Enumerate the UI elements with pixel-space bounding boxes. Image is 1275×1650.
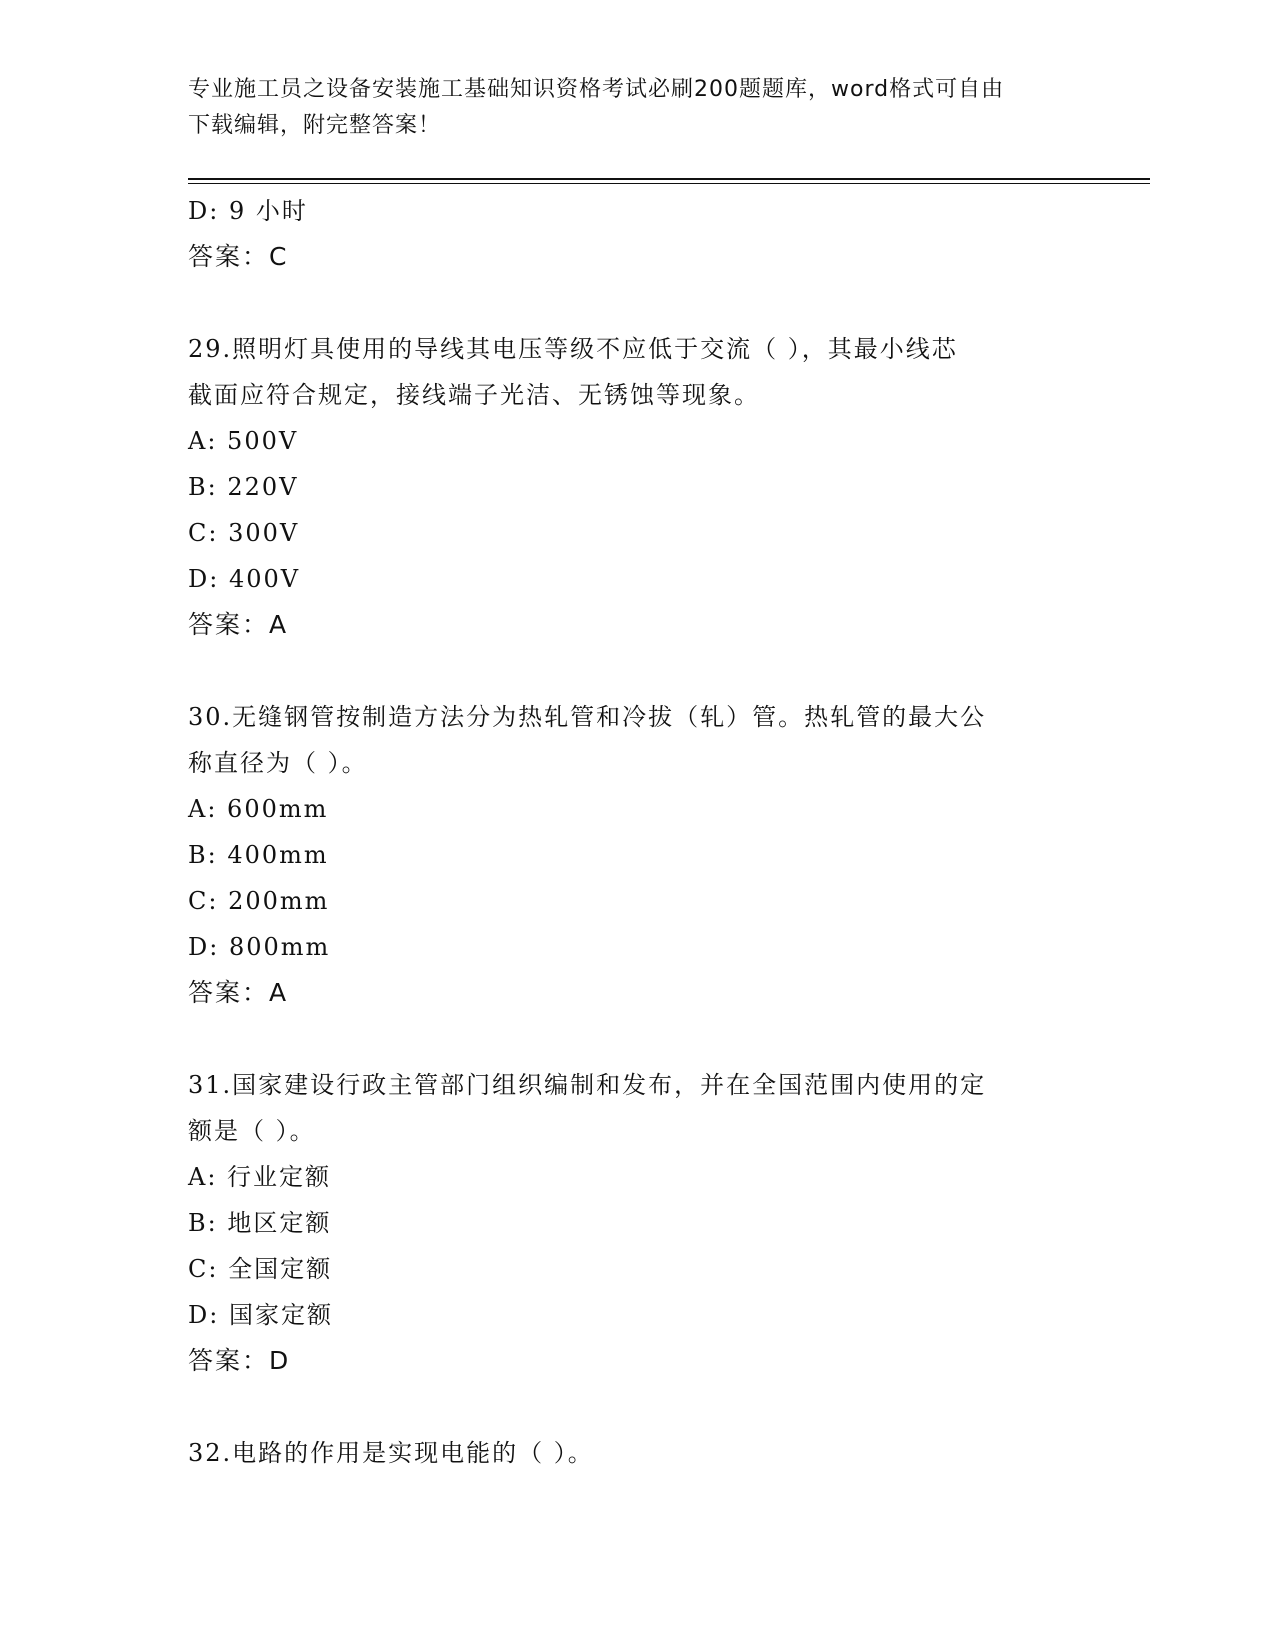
question-32	[188, 1430, 1088, 1476]
answer: 答案：A	[188, 610, 289, 639]
option-d: D: 800mm	[188, 933, 331, 961]
question-stem-line: 32.电路的作用是实现电能的（ ）。	[188, 1439, 594, 1467]
option-b: B: 地区定额	[188, 1209, 332, 1237]
spacer	[188, 1384, 1088, 1430]
option-c: C: 全国定额	[188, 1255, 333, 1283]
option-d: D: 国家定额	[188, 1301, 333, 1329]
option-a: A: 行业定额	[188, 1163, 332, 1191]
header-divider-thick	[188, 178, 1150, 180]
spacer	[188, 648, 1088, 694]
question-stem-line: 额是（ ）。	[188, 1117, 316, 1145]
question-list	[188, 188, 1088, 1476]
header-line-1: 专业施工员之设备安装施工基础知识资格考试必刷200题题库，word格式可自由	[188, 77, 1005, 102]
answer: 答案：D	[188, 1346, 291, 1375]
question-stem-line: 截面应符合规定，接线端子光洁、无锈蚀等现象。	[188, 381, 760, 409]
question-31	[188, 1062, 1088, 1384]
prev-option-d: D: 9 小时	[188, 197, 308, 225]
question-stem-line: 29.照明灯具使用的导线其电压等级不应低于交流（ ），其最小线芯	[188, 335, 958, 363]
option-a: A: 600mm	[188, 795, 329, 823]
question-stem-line: 称直径为（ ）。	[188, 749, 368, 777]
question-stem-line: 31.国家建设行政主管部门组织编制和发布，并在全国范围内使用的定	[188, 1071, 987, 1099]
question-29	[188, 326, 1088, 648]
option-b: B: 220V	[188, 473, 299, 501]
spacer	[188, 1016, 1088, 1062]
question-stem-line: 30.无缝钢管按制造方法分为热轧管和冷拔（轧）管。热轧管的最大公	[188, 703, 987, 731]
option-c: C: 300V	[188, 519, 300, 547]
option-d: D: 400V	[188, 565, 301, 593]
option-c: C: 200mm	[188, 887, 330, 915]
option-a: A: 500V	[188, 427, 299, 455]
spacer	[188, 280, 1088, 326]
header-divider-thin	[188, 183, 1150, 184]
document-header	[188, 72, 1088, 144]
question-30	[188, 694, 1088, 1016]
header-line-2: 下载编辑，附完整答案！	[188, 113, 442, 138]
option-b: B: 400mm	[188, 841, 329, 869]
prev-answer: 答案：C	[188, 242, 289, 271]
answer: 答案：A	[188, 978, 289, 1007]
